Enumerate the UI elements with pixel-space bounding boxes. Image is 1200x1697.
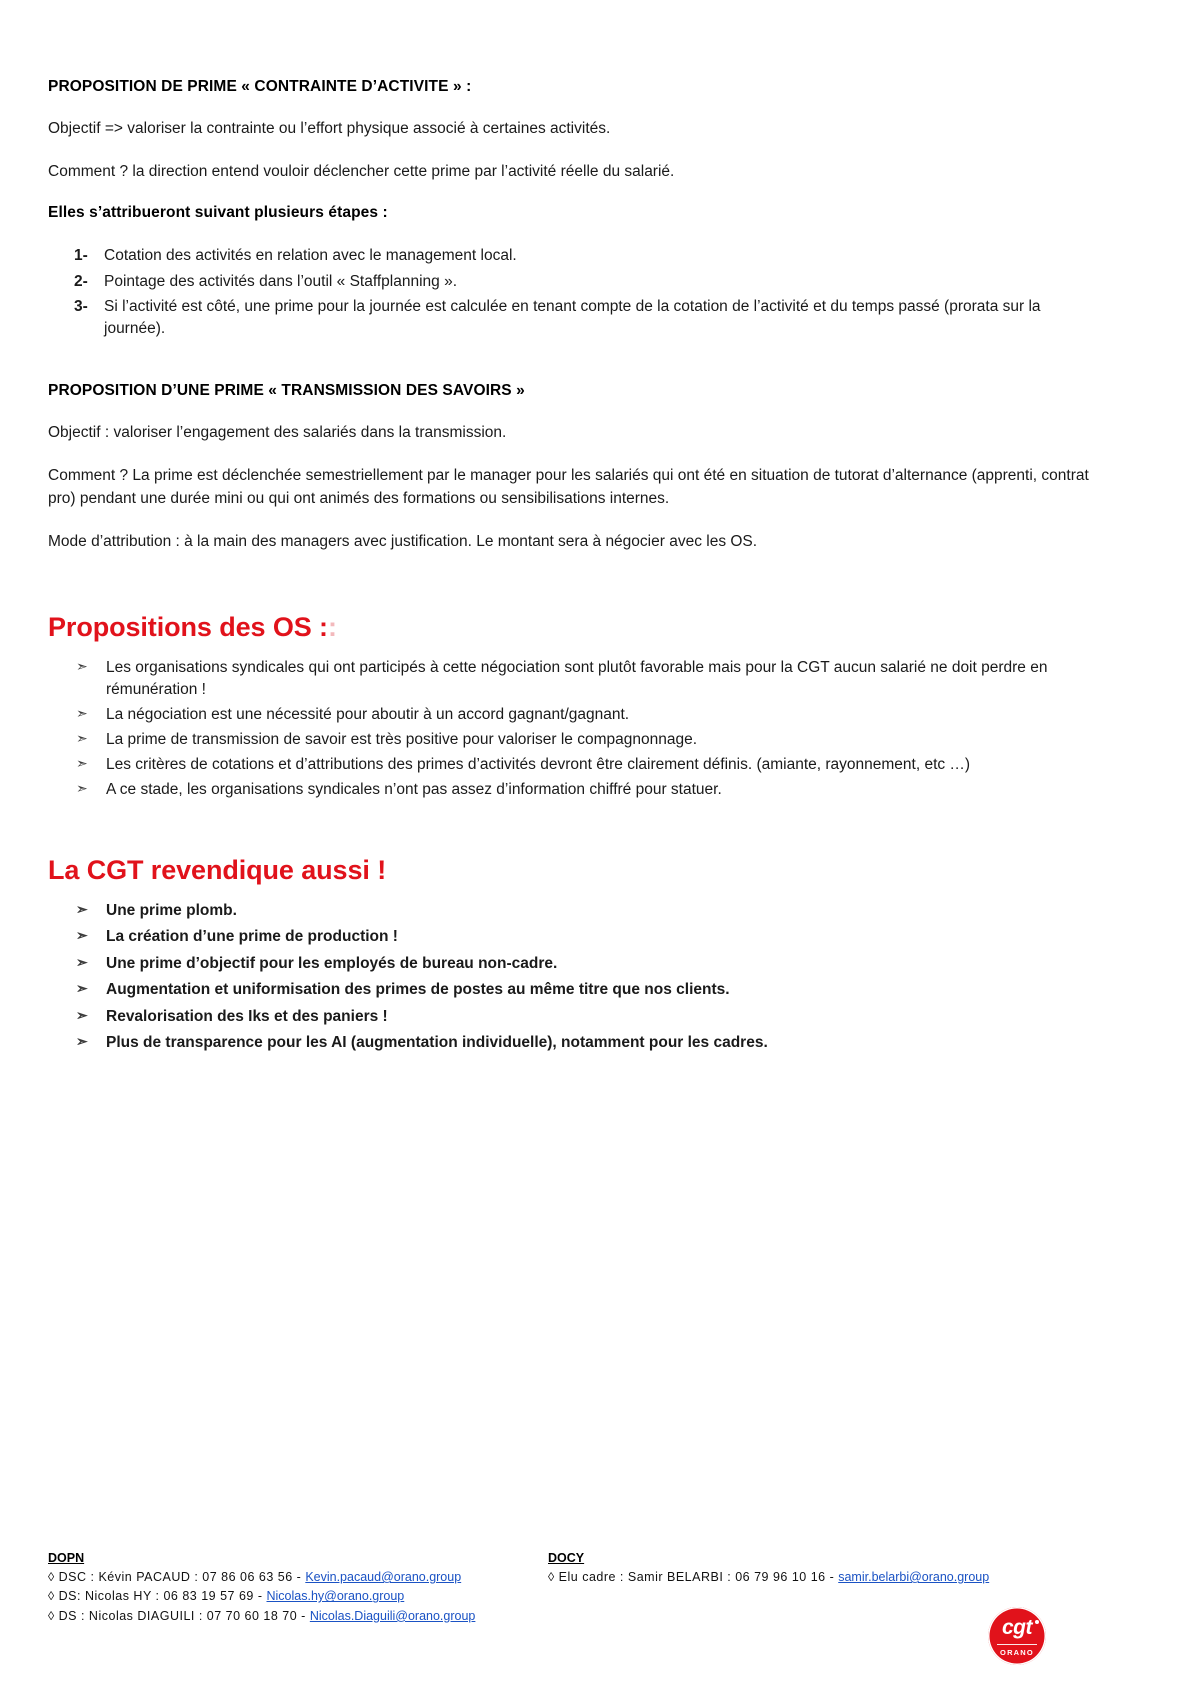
list-item [76, 729, 1100, 751]
contact-prefix: ◊ Elu cadre : Samir BELARBI : 06 79 96 10 16 - [548, 1570, 839, 1584]
heading-revendications-cgt: La CGT revendique aussi ! [48, 855, 387, 886]
section-title-prime-contrainte: PROPOSITION DE PRIME « CONTRAINTE D’ACTIVITE » : [48, 78, 472, 95]
orano-logo-text: ORANO [1000, 1647, 1034, 1657]
section-title-prime-transmission: PROPOSITION D’UNE PRIME « TRANSMISSION DES SAVOIRS » [48, 381, 525, 399]
list-item [76, 754, 1100, 776]
prime-contrainte-steps-intro: Elles s’attribueront suivant plusieurs étapes : [48, 204, 388, 222]
contact-email-link[interactable]: Kevin.pacaud@orano.group [305, 1570, 462, 1584]
arrow-bullet-icon: ➣ [76, 705, 88, 722]
heading-propositions-os-suffix: : [327, 612, 337, 643]
arrow-bullet-icon: ➣ [76, 953, 88, 970]
list-item-label: Les critères de cotations et d’attributions des primes d’activités devront être clairement définis. (amiante, rayonnement, etc …) [106, 756, 971, 774]
arrow-bullet-icon: ➣ [76, 927, 88, 944]
prime-transmission-comment: Comment ? La prime est déclenchée semestriellement par le manager pour les salariés qui ont été en situation de tutorat d’alternance (apprenti, contrat pro) pendant une durée mini ou qui ont animés des formations ou sensibilisations internes. [48, 467, 1089, 507]
list-item-label: Une prime d’objectif pour les employés de bureau non-cadre. [106, 954, 558, 972]
contact-prefix: ◊ DS: Nicolas HY : 06 83 19 57 69 - [48, 1589, 267, 1604]
arrow-bullet-icon: ➣ [76, 1006, 88, 1023]
prime-contrainte-comment: Comment ? la direction entend vouloir déclencher cette prime par l’activité réelle du salarié. [48, 162, 675, 180]
contact-line [48, 1587, 548, 1606]
list-item-label: Pointage des activités dans l’outil « Staffplanning ». [104, 272, 458, 290]
list-item [76, 779, 1100, 801]
list-item [76, 953, 1100, 975]
list-item [76, 900, 1100, 922]
list-item-label: Une prime plomb. [106, 901, 237, 919]
heading-propositions-os [48, 613, 1100, 643]
list-item [74, 245, 1100, 267]
list-item-label: Augmentation et uniformisation des primes de postes au même titre que nos clients. [106, 981, 730, 999]
arrow-bullet-icon: ➣ [76, 980, 88, 997]
arrow-bullet-icon: ➣ [76, 780, 88, 797]
arrow-bullet-icon: ➣ [76, 657, 88, 674]
cgt-logo-dot [1035, 1620, 1039, 1624]
arrow-bullet-icon: ➣ [76, 1033, 88, 1050]
prime-contrainte-steps-list [48, 245, 1100, 341]
arrow-bullet-icon: ➣ [76, 755, 88, 772]
footer-title-dopn: DOPN [48, 1551, 85, 1565]
contact-line [48, 1568, 548, 1587]
propositions-os-list [48, 657, 1100, 802]
footer-column-dopn [48, 1551, 548, 1626]
cgt-logo-text: cgt [1002, 1616, 1032, 1639]
list-item-label: La création d’une prime de production ! [106, 928, 398, 946]
section-prime-contrainte [48, 78, 1100, 341]
prime-transmission-mode: Mode d’attribution : à la main des managers avec justification. Le montant sera à négocier avec les OS. [48, 533, 758, 551]
prime-transmission-objectif: Objectif : valoriser l’engagement des salariés dans la transmission. [48, 423, 507, 441]
section-propositions-os [48, 613, 1100, 802]
contact-prefix: ◊ DS : Nicolas DIAGUILI : 07 70 60 18 70 - [48, 1608, 310, 1623]
contact-line [48, 1607, 548, 1626]
contact-prefix: ◊ DSC : Kévin PACAUD : 07 86 06 63 56 - [48, 1570, 306, 1584]
list-item [74, 296, 1100, 341]
section-revendications-cgt [48, 856, 1100, 1055]
list-item-label: La prime de transmission de savoir est très positive pour valoriser le compagnonnage. [106, 731, 698, 749]
contact-email-link[interactable]: Nicolas.Diaguili@orano.group [309, 1608, 476, 1623]
arrow-bullet-icon: ➣ [76, 730, 88, 747]
list-item [76, 657, 1100, 702]
cgt-logo-divider [997, 1644, 1037, 1646]
contact-email-link[interactable]: Nicolas.hy@orano.group [266, 1589, 405, 1604]
list-item-label: Cotation des activités en relation avec le management local. [104, 247, 517, 265]
heading-propositions-os-label: Propositions des OS : [48, 612, 328, 643]
section-prime-transmission [48, 382, 1100, 553]
spacer [48, 575, 1100, 613]
footer-title-docy: DOCY [548, 1551, 585, 1565]
list-item [76, 926, 1100, 948]
list-item [76, 1006, 1100, 1028]
prime-contrainte-objectif: Objectif => valoriser la contrainte ou l’effort physique associé à certaines activités. [48, 119, 611, 137]
arrow-bullet-icon: ➣ [76, 900, 88, 917]
list-item-number: 2- [74, 272, 88, 290]
document-footer [48, 1551, 1160, 1671]
list-item-label: A ce stade, les organisations syndicales n’ont pas assez d’information chiffré pour statuer. [106, 781, 722, 799]
list-item [76, 979, 1100, 1001]
list-item-label: Si l’activité est côté, une prime pour la journée est calculée en tenant compte de la cotation de l’activité et du temps passé (prorata sur la journée). [104, 297, 1041, 338]
list-item [74, 271, 1100, 293]
list-item-label: La négociation est une nécessité pour aboutir à un accord gagnant/gagnant. [106, 706, 630, 724]
spacer [48, 344, 1100, 382]
revendications-cgt-list [48, 900, 1100, 1055]
list-item [76, 1032, 1100, 1054]
list-item [76, 704, 1100, 726]
cgt-logo-icon [988, 1607, 1046, 1665]
list-item-number: 3- [74, 297, 88, 315]
contact-line [548, 1568, 1028, 1587]
cgt-orano-logo [988, 1607, 1050, 1669]
list-item-number: 1- [74, 247, 88, 265]
contact-email-link[interactable]: samir.belarbi@orano.group [838, 1570, 990, 1584]
spacer [48, 804, 1100, 856]
footer-column-docy [548, 1551, 1028, 1587]
list-item-label: Les organisations syndicales qui ont participés à cette négociation sont plutôt favorable mais pour la CGT aucun salarié ne doit perdre en rémunération ! [106, 658, 1048, 699]
list-item-label: Revalorisation des Iks et des paniers ! [106, 1007, 388, 1025]
list-item-label: Plus de transparence pour les AI (augmentation individuelle), notamment pour les cadres. [106, 1034, 768, 1052]
